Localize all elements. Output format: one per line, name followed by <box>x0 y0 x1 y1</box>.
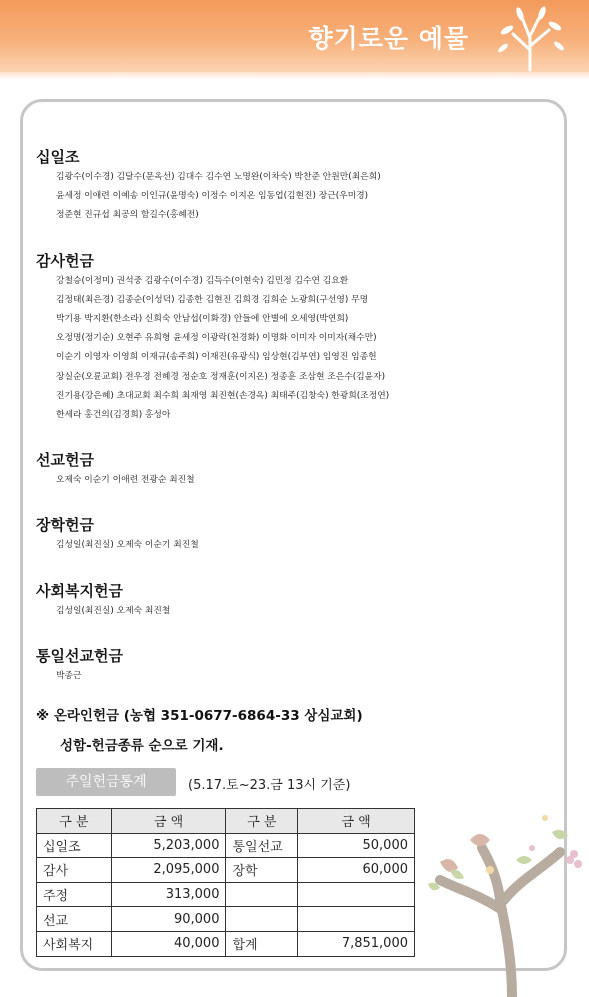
offering-section <box>36 514 556 555</box>
category-cell: 합계 <box>226 931 298 956</box>
section-title: 장학헌금 <box>36 516 94 535</box>
category-cell: 통일선교 <box>226 833 298 858</box>
donor-names-line: 박종근 <box>56 670 82 681</box>
section-title: 선교헌금 <box>36 451 94 470</box>
amount-cell: 50,000 <box>298 833 415 858</box>
donor-names-line: 한세라 홍건의(김경희) 홍성아 <box>56 410 171 421</box>
header-amount: 금 액 <box>298 809 415 834</box>
amount-cell: 90,000 <box>111 907 226 932</box>
offering-stats-table <box>36 808 415 957</box>
donor-names-line: 장실순(오륜교회) 전우경 전혜경 정순호 정재훈(이지온) 정종훈 조삼현 조은수(김윤자) <box>56 371 386 382</box>
donor-names-line: 정준현 진규섭 최공의 함길수(홍혜전) <box>56 210 199 221</box>
stats-period-note: (5.17.토~23.금 13시 기준) <box>188 778 351 793</box>
donor-names-line: 이순기 이영자 이영희 이재규(송주희) 이재진(유광식) 임상현(김부연) 임영진 임종헌 <box>56 352 377 363</box>
donor-names-line: 진기용(강은혜) 초대교회 최수희 최재영 최진현(손경옥) 최태주(김창숙) 한광희(조정연) <box>56 390 390 401</box>
amount-cell: 2,095,000 <box>111 858 226 883</box>
branch-icon <box>493 6 567 72</box>
amount-cell: 5,203,000 <box>111 833 226 858</box>
donor-names-line: 오제숙 이순기 이애련 전광순 최진철 <box>56 475 195 486</box>
section-title: 사회복지헌금 <box>36 581 123 600</box>
category-cell: 장학 <box>226 858 298 883</box>
donor-names-line: 윤세정 이애련 이예송 이인규(윤명숙) 이정수 이지온 임동업(김현진) 장근(우미경) <box>56 191 369 202</box>
header-category: 구 분 <box>226 809 298 834</box>
amount-cell <box>298 882 415 907</box>
offering-section <box>36 449 556 490</box>
offering-section <box>36 645 556 686</box>
section-title: 십일조 <box>36 148 80 166</box>
donor-names-line: 강철승(이정미) 권석중 김광수(이수경) 김득수(이현숙) 김민정 김수연 김요환 <box>56 275 349 286</box>
category-cell <box>226 907 298 932</box>
header-fade <box>0 72 589 80</box>
amount-cell: 7,851,000 <box>298 931 415 956</box>
table-row <box>37 833 415 858</box>
section-title: 감사헌금 <box>36 251 94 270</box>
category-cell: 주정 <box>37 882 112 907</box>
table-header-row <box>37 809 415 834</box>
donor-names-line: 김성일(최진실) 오제숙 이순기 최진철 <box>56 540 199 551</box>
page-title: 향기로운 예물 <box>308 24 469 53</box>
tree-illustration <box>420 800 589 997</box>
table-row <box>37 907 415 932</box>
table-row <box>37 858 415 883</box>
offering-section <box>36 250 556 426</box>
category-cell: 감사 <box>37 858 112 883</box>
header-amount: 금 액 <box>111 809 226 834</box>
amount-cell: 40,000 <box>111 931 226 956</box>
amount-cell: 313,000 <box>111 882 226 907</box>
category-cell: 사회복지 <box>37 931 112 956</box>
category-cell: 선교 <box>37 907 112 932</box>
table-row <box>37 931 415 956</box>
stats-label: 주일헌금통계 <box>36 768 176 796</box>
amount-cell <box>298 907 415 932</box>
offering-section <box>36 146 556 226</box>
category-cell <box>226 882 298 907</box>
donor-names-line: 김성일(최진실) 오제숙 최진철 <box>56 605 171 616</box>
category-cell: 십일조 <box>37 833 112 858</box>
donor-names-line: 김광수(이수경) 김달수(문옥선) 김대수 김수연 노명완(이차숙) 박찬준 안원만(최은희) <box>56 172 381 182</box>
online-offering-notice: ※ 온라인헌금 (농협 351-0677-6864-33 상심교회) <box>36 708 363 724</box>
section-title: 통일선교헌금 <box>36 646 123 665</box>
header-category: 구 분 <box>37 809 112 834</box>
online-offering-instruction: 성함-헌금종류 순으로 기재. <box>60 738 224 754</box>
offering-list <box>36 146 556 710</box>
offering-section <box>36 580 556 621</box>
amount-cell: 60,000 <box>298 858 415 883</box>
donor-names-line: 박기용 박지환(한소라) 신희숙 안남섭(이화경) 안들에 안별에 오세영(박연희) <box>56 314 349 325</box>
donor-names-line: 김정태(최은경) 김종순(이성덕) 김종한 김현진 김희경 김희순 노광희(구선영) 무명 <box>56 294 369 305</box>
donor-names-line: 오정명(정기순) 오현주 유희형 윤세정 이광락(천경화) 이명화 이미자 이미자(채수만) <box>56 333 377 344</box>
table-row <box>37 882 415 907</box>
